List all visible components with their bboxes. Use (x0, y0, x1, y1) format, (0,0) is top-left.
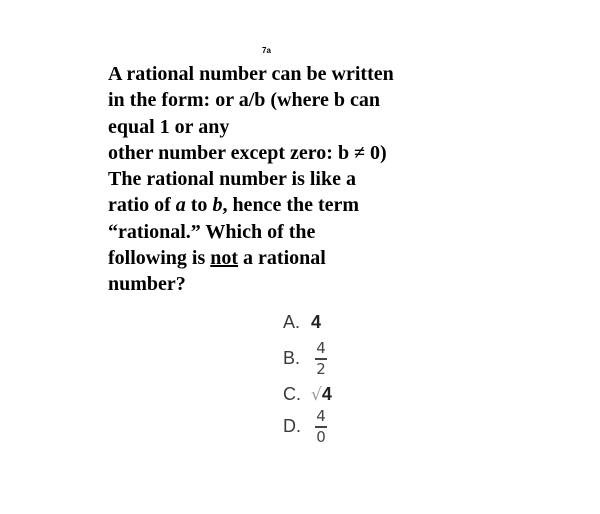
choice-a-letter: A. (283, 312, 301, 332)
slide-number-label: 7a (262, 46, 271, 55)
square-root-icon: √ (311, 384, 322, 405)
choice-b-numerator: 4 (316, 339, 326, 357)
choice-d-numerator: 4 (316, 407, 326, 425)
choice-a[interactable] (283, 312, 321, 333)
choice-c-letter: C. (283, 384, 301, 404)
question-line-1: A rational number can be written (108, 63, 394, 85)
variable-b: b (212, 194, 223, 217)
question-text (108, 61, 448, 298)
question-line-8-pre: following is (108, 247, 211, 270)
question-line-9: number? (108, 273, 186, 296)
question-line-2: in the form: or a/b (where b can (108, 89, 381, 112)
question-line-6-mid: to (185, 194, 213, 217)
choice-a-value: 4 (311, 312, 322, 332)
question-line-7: “rational.” Which of the (108, 220, 316, 243)
choice-d[interactable] (283, 408, 327, 446)
emphasis-not: not (210, 247, 239, 270)
question-line-6-pre: ratio of (108, 194, 176, 217)
choice-b[interactable] (283, 340, 327, 378)
choice-d-fraction (315, 408, 327, 446)
question-line-4: other number except zero: b ≠ 0) (108, 141, 387, 164)
choice-b-fraction (315, 340, 327, 378)
question-line-6 (108, 192, 448, 218)
choice-c-value: 4 (321, 384, 332, 404)
question-line-3: equal 1 or any (108, 115, 230, 138)
question-line-5: The rational number is like a (108, 168, 356, 191)
question-line-8-post: a rational (238, 247, 326, 270)
choice-b-denominator: 2 (316, 359, 326, 378)
question-line-6-post: , hence the term (222, 194, 360, 217)
choice-d-denominator: 0 (316, 427, 326, 446)
question-line-8 (108, 245, 448, 271)
choice-d-letter: D. (283, 416, 301, 437)
choice-b-letter: B. (283, 348, 301, 369)
choice-c[interactable] (283, 384, 332, 405)
variable-a: a (175, 194, 186, 217)
